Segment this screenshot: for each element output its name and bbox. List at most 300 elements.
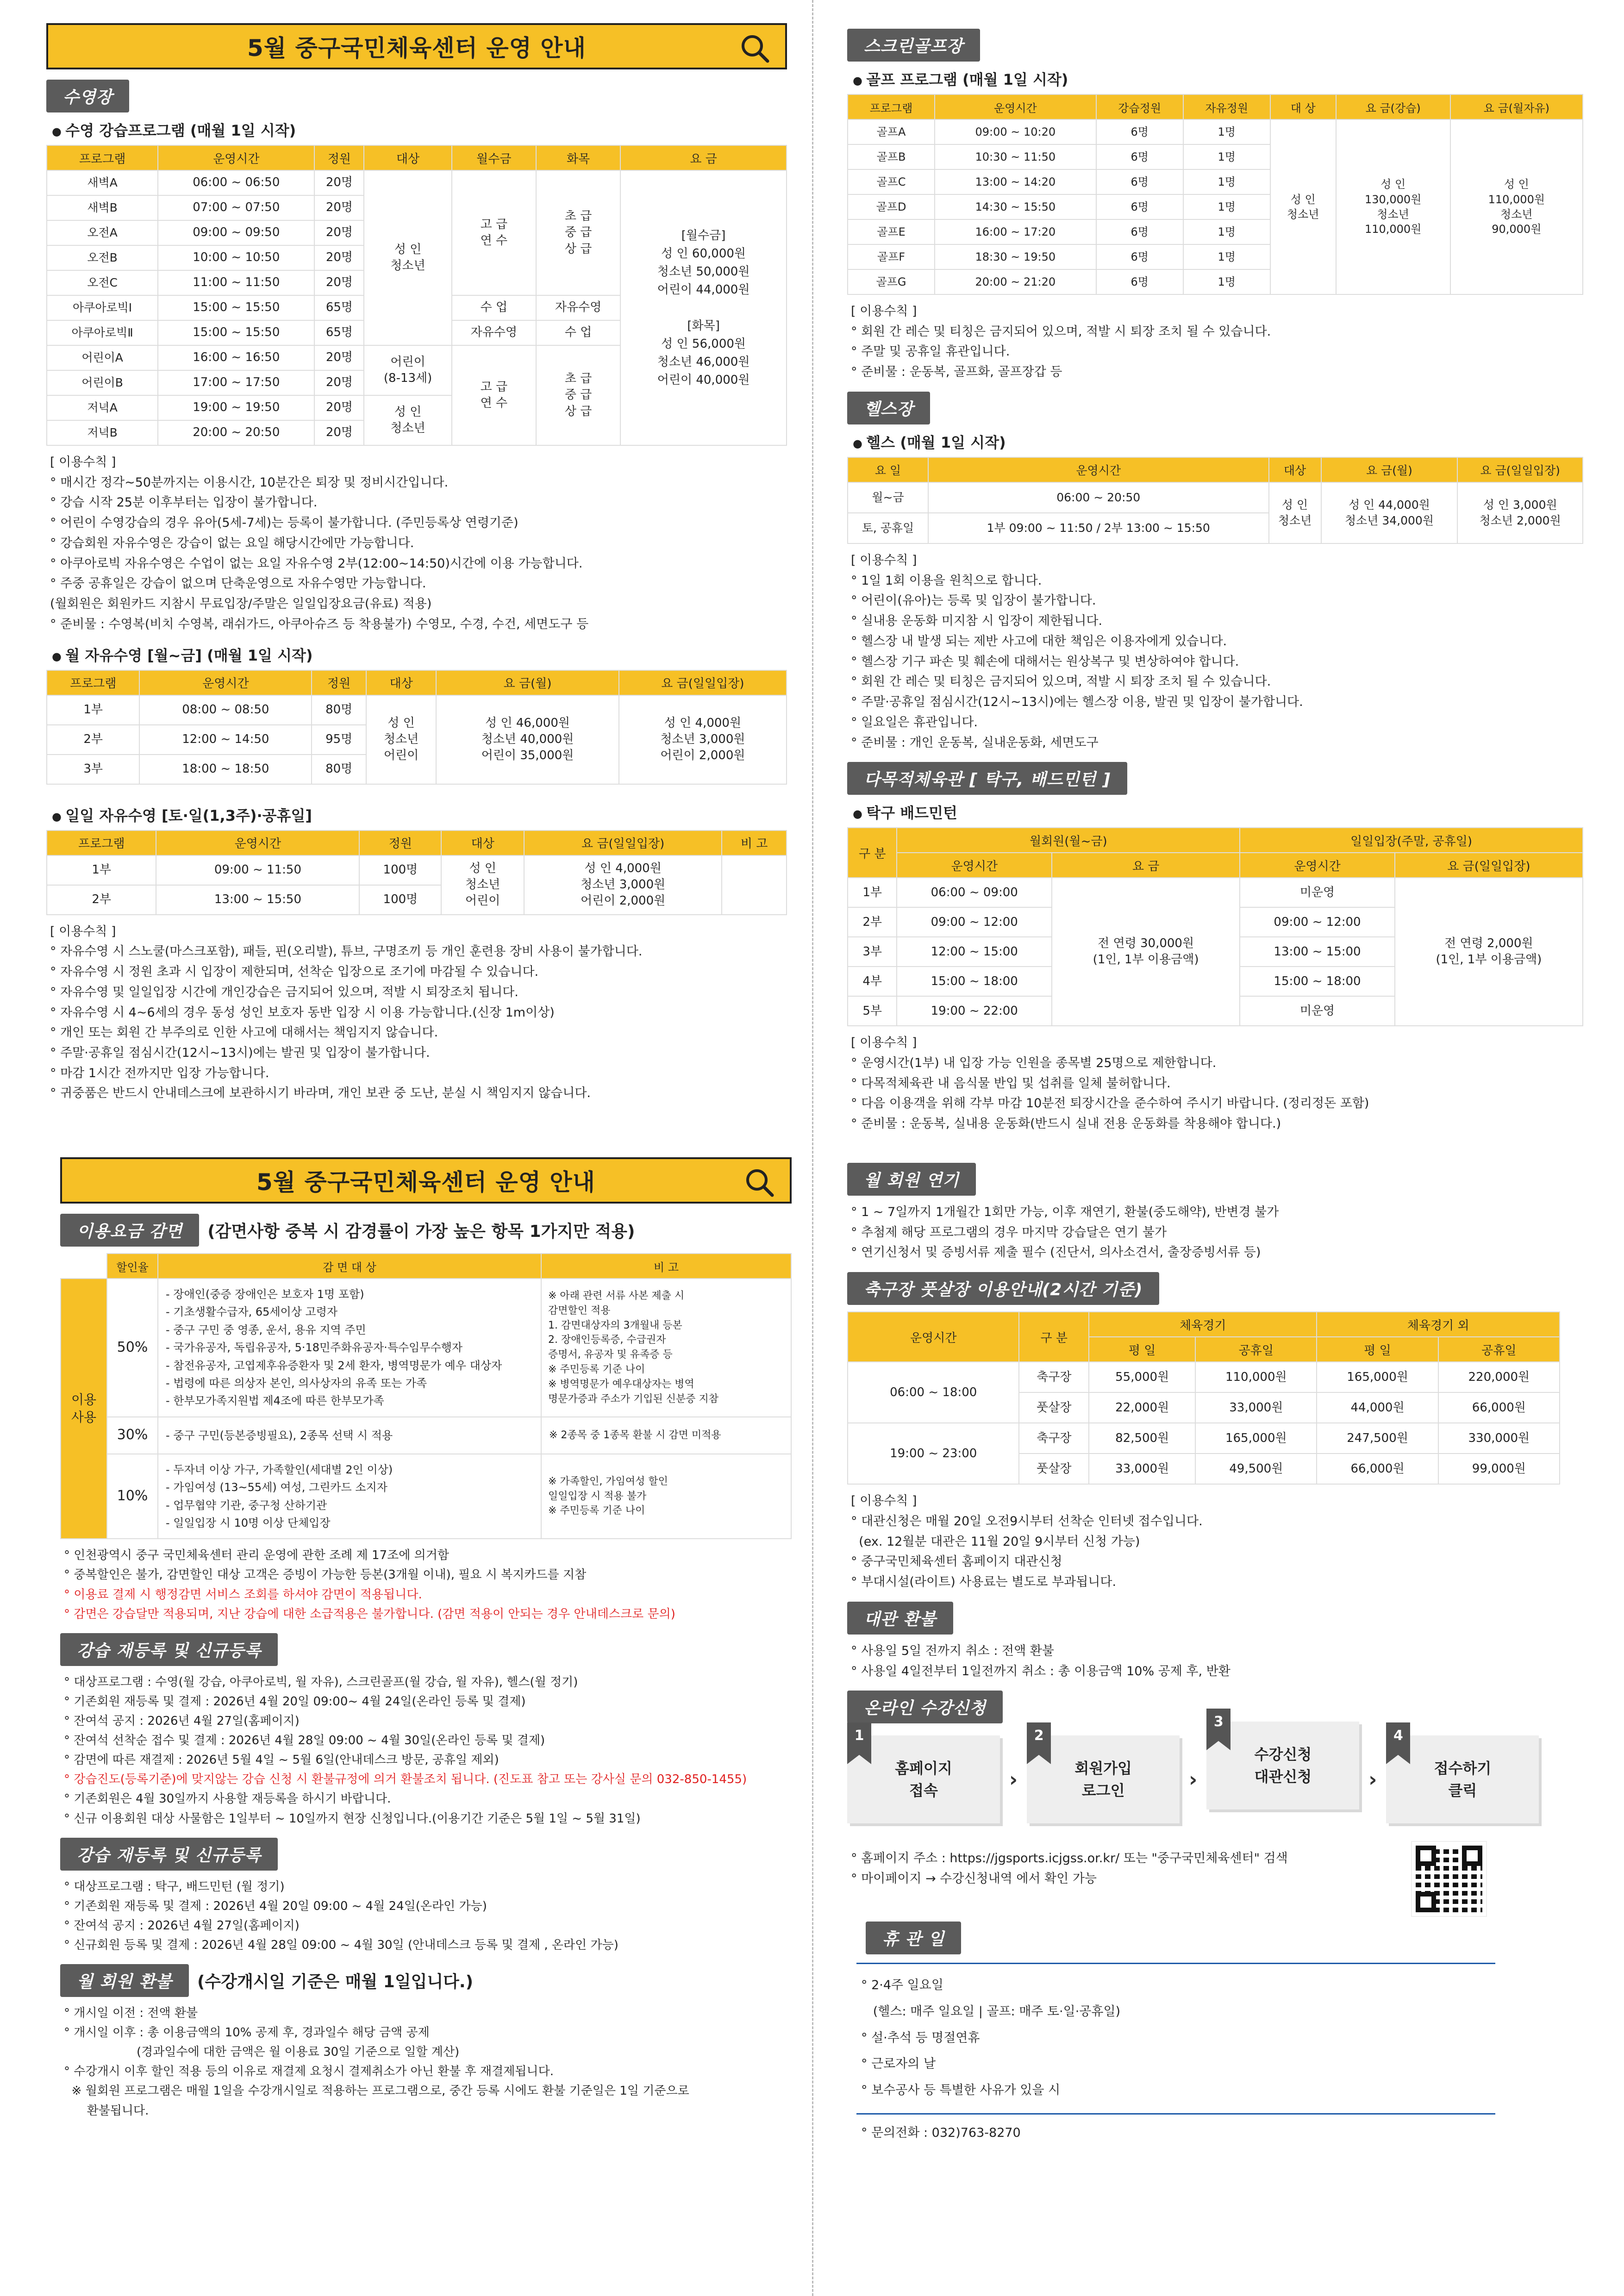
discount-rule-line: ° 감면은 강습달만 적용되며, 지난 강습에 대한 소급적용은 불가합니다. (감면 적용이 안되는 경우 안내데스크로 문의) — [64, 1607, 675, 1621]
golf-header-col: 자유정원 — [1183, 94, 1270, 119]
target-cell: 성 인 청소년 어린이 — [441, 855, 524, 915]
golf-cell: 20:00 ~ 21:20 — [935, 269, 1096, 294]
fee-cell: 전 연령 2,000원 (1인, 1부 이용금액) — [1395, 878, 1583, 1026]
qr-code[interactable] — [1412, 1842, 1486, 1916]
day-cell: 100명 — [359, 885, 441, 915]
reg2-line-line: ° 기존회원 재등록 및 결제 : 2026년 4월 20일 09:00 ~ 4월 24일(온라인 가능) — [64, 1899, 487, 1913]
golf-cell: 골프C — [848, 169, 935, 194]
page-bottom-left — [60, 1157, 792, 2130]
target-10: - 두자녀 이상 가구, 가족할인(세대별 2인 이상) - 가임여성 (13~55세) 여성, 그린카드 소지자 - 업무협약 기관, 중구청 산하기관 - 일일입장 시 10명 이상 단체입장 — [158, 1454, 541, 1539]
golf-cell: 09:00 ~ 10:20 — [935, 119, 1096, 144]
online-line-line: ° 홈페이지 주소 : https://jgsports.icjgss.or.kr/ 또는 "중구국민체육센터" 검색 — [851, 1851, 1288, 1866]
gym-header-col: 운영시간 — [928, 457, 1269, 482]
refund-line-line: ※ 월회원 프로그램은 매월 1일을 수강개시일로 적용하는 프로그램으로, 중간 등록 시에도 환불 기준일은 1일 기준으로 — [64, 2084, 689, 2098]
online-list — [851, 1848, 1288, 1889]
step-label: 수강신청 대관신청 — [1254, 1746, 1312, 1786]
golf-cell: 1명 — [1183, 144, 1270, 169]
swim-table — [46, 145, 787, 446]
program-capacity: 20명 — [314, 220, 364, 245]
soccer-cell: 49,500원 — [1195, 1454, 1317, 1484]
soccer-time: 06:00 ~ 18:00 — [848, 1362, 1019, 1423]
multi-rules — [851, 1033, 1583, 1134]
section-chip-online: 온라인 수강신청 — [847, 1691, 1003, 1723]
page-bottom-right — [847, 1157, 1583, 2152]
multi-subheader: 운영시간 — [1240, 853, 1395, 878]
closed-line-line: (헬스: 매주 일요일 | 골프: 매주 토·일·공휴일) — [861, 2004, 1121, 2019]
rent-line-line: ° 사용일 5일 전까지 취소 : 전액 환불 — [851, 1643, 1054, 1658]
discount-side-label: 이용 사용 — [61, 1279, 107, 1539]
free-swim-rule-line: ° 자유수영 및 일일입장 시간에 개인강습은 금지되어 있으며, 적발 시 퇴장조치 됩니다. — [50, 985, 518, 999]
program-name: 저녁B — [47, 420, 158, 445]
soccer-time: 19:00 ~ 23:00 — [848, 1423, 1019, 1484]
tt-cell: 초 급 중 급 상 급 — [536, 345, 620, 445]
divider-line — [856, 2113, 1495, 2115]
closed-line-line: ° 보수공사 등 특별한 사유가 있을 시 — [861, 2083, 1061, 2098]
chevron-right-icon: › — [1189, 1767, 1198, 1791]
target-cell: 성 인 청소년 어린이 — [366, 695, 436, 784]
day-cell: 1부 — [47, 855, 156, 885]
section-chip-multi: 다목적체육관 [ 탁구, 배드민턴 ] — [847, 762, 1127, 795]
soccer-cell: 66,000원 — [1438, 1392, 1560, 1423]
soccer-cell: 축구장 — [1019, 1362, 1089, 1392]
target-50: - 장애인(중증 장애인은 보호자 1명 포함) - 기초생활수급자, 65세이상 고령자 - 중구 구민 중 영종, 운서, 용유 지역 주민 - 국가유공자, 독립유공자, 5·18민주화유공자·특수임무수행자 - 참전유공자, 고엽제후유증환자 및 2세 환자, 병역명문가 예우 대상자 - 법령에 따른 의상자 본인, 의사상자의 유족 또는 가족 - 한부모가족지원법 제4조에 따른 한부모가족 — [158, 1279, 541, 1417]
golf-header-col: 운영시간 — [935, 94, 1096, 119]
tt-cell: 자유수영 — [536, 295, 620, 320]
closed-line-line: ° 2·4주 일요일 — [861, 1978, 943, 1993]
free-swim-header-col: 운영시간 — [139, 670, 312, 695]
gym-rule-line: ° 준비물 : 개인 운동복, 실내운동화, 세면도구 — [851, 735, 1099, 750]
free-cell: 80명 — [312, 755, 366, 784]
rent-refund-list — [851, 1641, 1583, 1681]
target-cell: 성 인 청소년 — [364, 395, 451, 445]
section-chip-reg2: 강습 재등록 및 신규등록 — [60, 1838, 278, 1871]
swim-rules — [50, 452, 787, 635]
fee-cell: 성 인 44,000원 청소년 34,000원 — [1321, 482, 1458, 543]
multi-subheader: 요 금 — [1052, 853, 1240, 878]
search-icon — [743, 1167, 776, 1199]
free-swim-rule-line: ° 자유수영 시 스노쿨(마스크포함), 패들, 핀(오리발), 튜브, 구명조끼 등 개인 훈련용 장비 사용이 불가합니다. — [50, 944, 643, 959]
multi-header: 일일입장(주말, 공휴일) — [1240, 828, 1583, 853]
note-10: ※ 가족할인, 가임여성 할인 일일입장 시 적용 불가 ※ 주민등록 기준 나이 — [541, 1454, 791, 1539]
day-cell: 100명 — [359, 855, 441, 885]
step-number: 4 — [1386, 1722, 1410, 1755]
online-steps — [847, 1714, 1583, 1823]
soccer-cell: 33,000원 — [1089, 1454, 1195, 1484]
day-swim-header-col: 대상 — [441, 830, 524, 855]
soccer-cell: 22,000원 — [1089, 1392, 1195, 1423]
program-name: 저녁A — [47, 395, 158, 420]
search-icon — [739, 32, 771, 65]
step-label: 접수하기 클릭 — [1434, 1759, 1492, 1800]
program-name: 아쿠아로빅Ⅰ — [47, 295, 158, 320]
free-swim-rule-line: ° 주말·공휴일 점심시간(12시~13시)에는 발권 및 입장이 불가합니다. — [50, 1046, 430, 1061]
program-name: 오전C — [47, 270, 158, 295]
soccer-cell: 풋살장 — [1019, 1392, 1089, 1423]
day-swim-header-col: 정원 — [359, 830, 441, 855]
title-bar — [46, 23, 787, 69]
page-divider — [812, 0, 814, 2296]
golf-cell: 골프D — [848, 194, 935, 219]
program-name: 새벽B — [47, 195, 158, 220]
table-row — [47, 695, 787, 725]
program-capacity: 20명 — [314, 420, 364, 445]
multi-header: 구 분 — [848, 828, 897, 878]
soccer-cell: 33,000원 — [1195, 1392, 1317, 1423]
soccer-cell: 풋살장 — [1019, 1454, 1089, 1484]
program-capacity: 20명 — [314, 395, 364, 420]
refund-list — [64, 2003, 792, 2121]
closed-line-line: ° 근로자의 날 — [861, 2057, 936, 2071]
page-title-2: 5월 중구국민체육센터 운영 안내 — [256, 1169, 595, 1196]
reg1-line-line: ° 잔여석 선착순 접수 및 결제 : 2026년 4월 28일 09:00 ~ 4월 30일(온라인 등록 및 결제) — [64, 1734, 545, 1748]
table-row — [848, 119, 1583, 144]
free-swim-header-col: 요 금(월) — [436, 670, 619, 695]
soccer-subheader: 평 일 — [1317, 1337, 1438, 1362]
step-number: 1 — [847, 1722, 871, 1755]
soccer-cell: 165,000원 — [1317, 1362, 1438, 1392]
soccer-subheader: 공휴일 — [1438, 1337, 1560, 1362]
free-swim-rule-line: ° 자유수영 시 4~6세의 경우 동성 성인 보호자 동반 입장 시 이용 가능합니다.(신장 1m이상) — [50, 1005, 555, 1020]
free-cell: 18:00 ~ 18:50 — [139, 755, 312, 784]
swim-rule-line: [ 이용수칙 ] — [50, 455, 116, 469]
program-time: 16:00 ~ 16:50 — [158, 345, 314, 370]
golf-cell: 1명 — [1183, 169, 1270, 194]
golf-rules — [851, 301, 1583, 382]
table-row — [848, 878, 1583, 907]
online-line-line: ° 마이페이지 → 수강신청내역 에서 확인 가능 — [851, 1872, 1097, 1886]
free-swim-header-col: 대상 — [366, 670, 436, 695]
rate-50: 50% — [107, 1279, 158, 1417]
golf-cell: 13:00 ~ 14:20 — [935, 169, 1096, 194]
refund-line-line: ° 수강개시 이후 할인 적용 등의 이유로 재결제 요청시 결제취소가 아닌 환불 후 재결제됩니다. — [64, 2065, 554, 2079]
reg1-line-line: ° 기존회원은 4월 30일까지 사용할 재등록을 하시기 바랍니다. — [64, 1792, 391, 1806]
extension-line-line: ° 1 ~ 7일까지 1개월간 1회만 가능, 이후 재연기, 환불(중도해약), 반변경 불가 — [851, 1205, 1279, 1219]
golf-cell: 10:30 ~ 11:50 — [935, 144, 1096, 169]
free-swim-header-col: 프로그램 — [47, 670, 139, 695]
discount-rules — [64, 1546, 792, 1623]
gym-header-col: 요 금(일일입장) — [1457, 457, 1583, 482]
page-top-right — [847, 23, 1583, 1143]
swim-program-heading: ● 수영 강습프로그램 (매월 1일 시작) — [52, 119, 787, 140]
multi-subheader: 운영시간 — [897, 853, 1052, 878]
table-row — [848, 482, 1583, 513]
note-50: ※ 아래 관련 서류 사본 제출 시 감면할인 적용 1. 감면대상자의 3개월내 등본 2. 장애인등록증, 수급권자 증명서, 유공자 및 유족증 등 ※ 주민등록 기준 나이 ※ 병역명문가 예우대상자는 병역 명문가증과 주소가 기입된 신분증 지참 — [541, 1279, 791, 1417]
day-cell: 09:00 ~ 11:50 — [156, 855, 359, 885]
program-time: 11:00 ~ 11:50 — [158, 270, 314, 295]
program-time: 07:00 ~ 07:50 — [158, 195, 314, 220]
golf-cell: 1명 — [1183, 119, 1270, 144]
day-swim-header-col: 운영시간 — [156, 830, 359, 855]
reg1-line-line: ° 신규 이용회원 대상 사물함은 1일부터 ~ 10일까지 현장 신청입니다.(이용기간 기준은 5월 1일 ~ 5월 31일) — [64, 1811, 641, 1826]
soccer-rules — [851, 1491, 1583, 1592]
program-capacity: 65명 — [314, 320, 364, 345]
fee-cell: [월수금] 성 인 60,000원 청소년 50,000원 어린이 44,000원 [화목] 성 인 56,000원 청소년 46,000원 어린이 40,000원 — [620, 170, 787, 445]
section-chip-gym: 헬스장 — [847, 392, 930, 424]
step-number: 2 — [1027, 1722, 1051, 1755]
fee-cell: 성 인 46,000원 청소년 40,000원 어린이 35,000원 — [436, 695, 619, 784]
multi-part: 4부 — [848, 967, 897, 996]
reg1-list — [64, 1672, 792, 1828]
free-cell: 80명 — [312, 695, 366, 725]
swim-table-header-col: 월수금 — [452, 145, 536, 170]
gym-table — [847, 457, 1583, 544]
contact-phone: ° 문의전화 : 032)763-8270 — [861, 2125, 1021, 2140]
reg1-line-line: ° 기존회원 재등록 및 결제 : 2026년 4월 20일 09:00~ 4월 24일(온라인 등록 및 결제) — [64, 1694, 526, 1709]
refund-line-line: (경과일수에 대한 금액은 월 이용료 30일 기준으로 일할 계산) — [64, 2045, 460, 2059]
multi-time: 15:00 ~ 18:00 — [897, 967, 1052, 996]
gym-heading: ● 헬스 (매월 1일 시작) — [853, 431, 1583, 452]
soccer-subheader: 평 일 — [1089, 1337, 1195, 1362]
day-swim-header-col: 요 금(일일입장) — [524, 830, 722, 855]
multi-time: 19:00 ~ 22:00 — [897, 996, 1052, 1026]
multi-rule-line: ° 다음 이용객을 위해 각부 마감 10분전 퇴장시간을 준수하여 주시기 바랍니다. (정리정돈 포함) — [851, 1096, 1369, 1111]
table-row — [848, 1362, 1560, 1392]
reg1-line-line: ° 대상프로그램 : 수영(월 강습, 아쿠아로빅, 월 자유), 스크린골프(월 강습, 월 자유), 헬스(월 정기) — [64, 1675, 578, 1689]
program-capacity: 20명 — [314, 370, 364, 395]
section-chip-swim: 수영장 — [46, 80, 129, 112]
golf-header-col: 요 금(월자유) — [1450, 94, 1583, 119]
swim-rule-line: ° 주중 공휴일은 강습이 없으며 단축운영으로 자유수영만 가능합니다. — [50, 576, 426, 591]
free-swim-heading: ● 월 자유수영 [월~금] (매월 1일 시작) — [52, 644, 787, 665]
soccer-header: 체육경기 외 — [1317, 1312, 1560, 1337]
note-30: ※ 2종목 중 1종목 환불 시 감면 미적용 — [541, 1417, 791, 1454]
soccer-cell: 44,000원 — [1317, 1392, 1438, 1423]
program-time: 20:00 ~ 20:50 — [158, 420, 314, 445]
title-bar-2 — [60, 1157, 792, 1204]
section-chip-closed: 휴 관 일 — [866, 1922, 961, 1954]
gym-cell: 월~금 — [848, 482, 928, 513]
multi-rule-line: ° 운영시간(1부) 내 입장 가능 인원을 종목별 25명으로 제한합니다. — [851, 1056, 1217, 1071]
swim-rule-line: ° 아쿠아로빅 자유수영은 수업이 없는 요일 자유수영 2부(12:00~14:50)시간에 이용 가능합니다. — [50, 556, 583, 571]
discount-rule-line: ° 중복할인은 불가, 감면할인 대상 고객은 증빙이 가능한 등본(3개월 이내), 필요 시 복지카드를 지참 — [64, 1568, 587, 1582]
table-row — [848, 1423, 1560, 1454]
golf-header-col: 프로그램 — [848, 94, 935, 119]
multi-part: 3부 — [848, 937, 897, 967]
page-top-left — [46, 23, 787, 1113]
soccer-rule-line: [ 이용수칙 ] — [851, 1494, 917, 1509]
reg2-list — [64, 1877, 792, 1955]
reg2-line-line: ° 신규회원 등록 및 결제 : 2026년 4월 28일 09:00 ~ 4월 30일 (안내데스크 등록 및 결제 , 온라인 가능) — [64, 1938, 618, 1952]
golf-cell: 6명 — [1096, 119, 1183, 144]
free-swim-table — [46, 670, 787, 785]
free-cell: 08:00 ~ 08:50 — [139, 695, 312, 725]
golf-cell: 골프B — [848, 144, 935, 169]
gym-header-col: 요 일 — [848, 457, 928, 482]
free-swim-rule-line: ° 마감 1시간 전까지만 입장 가능합니다. — [50, 1066, 269, 1080]
chevron-right-icon: › — [1009, 1767, 1018, 1791]
day-swim-header-col: 비 고 — [722, 830, 787, 855]
gym-rule-line: ° 헬스장 기구 파손 및 훼손에 대해서는 원상복구 및 변상하여야 합니다. — [851, 654, 1239, 669]
program-name: 오전B — [47, 245, 158, 270]
gym-rule-line: ° 주말·공휴일 점심시간(12시~13시)에는 헬스장 이용, 발권 및 입장이 불가합니다. — [851, 695, 1303, 710]
col-note: 비 고 — [541, 1254, 791, 1279]
remark-cell — [722, 855, 787, 915]
day-swim-table — [46, 830, 787, 915]
program-name: 아쿠아로빅Ⅱ — [47, 320, 158, 345]
program-time: 17:00 ~ 17:50 — [158, 370, 314, 395]
gym-rule-line: [ 이용수칙 ] — [851, 553, 917, 568]
soccer-cell: 247,500원 — [1317, 1423, 1438, 1454]
free-cell: 3부 — [47, 755, 139, 784]
golf-cell: 16:00 ~ 17:20 — [935, 219, 1096, 244]
section-chip-extension: 월 회원 연기 — [847, 1163, 976, 1196]
multi-day-time: 미운영 — [1240, 996, 1395, 1026]
multi-part: 5부 — [848, 996, 897, 1026]
fee-cell: 성 인 130,000원 청소년 110,000원 — [1336, 119, 1450, 294]
soccer-cell: 55,000원 — [1089, 1362, 1195, 1392]
golf-heading: ● 골프 프로그램 (매월 1일 시작) — [853, 68, 1583, 89]
col-rate: 할인율 — [107, 1254, 158, 1279]
soccer-subheader: 공휴일 — [1195, 1337, 1317, 1362]
multi-day-time: 15:00 ~ 18:00 — [1240, 967, 1395, 996]
free-swim-rule-line: ° 자유수영 시 정원 초과 시 입장이 제한되며, 선착순 입장으로 조기에 마감될 수 있습니다. — [50, 965, 539, 980]
free-swim-header-col: 정원 — [312, 670, 366, 695]
page-title: 5월 중구국민체육센터 운영 안내 — [247, 35, 586, 62]
swim-rule-line: ° 강습회원 자유수영은 강습이 없는 요일 해당시간에만 가능합니다. — [50, 536, 414, 550]
divider-line — [856, 1963, 1495, 1964]
section-chip-refund: 월 회원 환불 — [60, 1964, 189, 1997]
golf-cell: 1명 — [1183, 244, 1270, 269]
multi-rule-line: ° 준비물 : 운동복, 실내용 운동화(반드시 실내 전용 운동화를 착용해야 합니다.) — [851, 1117, 1281, 1131]
golf-cell: 골프F — [848, 244, 935, 269]
multi-time: 06:00 ~ 09:00 — [897, 878, 1052, 907]
col-target: 감 면 대 상 — [158, 1254, 541, 1279]
discount-table — [60, 1253, 792, 1539]
swim-table-header-col: 대상 — [364, 145, 451, 170]
gym-cell: 토, 공휴일 — [848, 513, 928, 543]
soccer-cell: 82,500원 — [1089, 1423, 1195, 1454]
step-label: 홈페이지 접속 — [895, 1759, 952, 1800]
refund-line-line: 환불됩니다. — [64, 2103, 149, 2118]
swim-rule-line: ° 어린이 수영강습의 경우 유아(5세-7세)는 등록이 불가합니다. (주민등록상 연령기준) — [50, 516, 518, 530]
refund-note: (수강개시일 기준은 매월 1일입니다.) — [197, 1972, 474, 1992]
table-row — [47, 855, 787, 885]
gym-rule-line: ° 실내용 운동화 미지참 시 입장이 제한됩니다. — [851, 614, 1103, 629]
multi-time: 12:00 ~ 15:00 — [897, 937, 1052, 967]
day-cell: 2부 — [47, 885, 156, 915]
tt-cell: 수 업 — [536, 320, 620, 345]
target-cell: 성 인 청소년 — [364, 170, 451, 345]
day-cell: 13:00 ~ 15:50 — [156, 885, 359, 915]
golf-cell: 6명 — [1096, 219, 1183, 244]
golf-rule-line: ° 주말 및 공휴일 휴관입니다. — [851, 344, 1010, 359]
soccer-cell: 99,000원 — [1438, 1454, 1560, 1484]
soccer-rule-line: ° 중구국민체육센터 홈페이지 대관신청 — [851, 1554, 1062, 1569]
free-cell: 95명 — [312, 725, 366, 755]
golf-cell: 골프G — [848, 269, 935, 294]
multi-subheader: 요 금(일일입장) — [1395, 853, 1583, 878]
mwf-cell: 고 급 연 수 — [452, 345, 536, 445]
soccer-table — [847, 1311, 1560, 1485]
golf-cell: 6명 — [1096, 269, 1183, 294]
golf-cell: 골프E — [848, 219, 935, 244]
program-capacity: 20명 — [314, 245, 364, 270]
reg2-line-line: ° 대상프로그램 : 탁구, 배드민턴 (월 정기) — [64, 1879, 285, 1894]
swim-rule-line: ° 강습 시작 25분 이후부터는 입장이 불가합니다. — [50, 495, 318, 510]
day-fee-cell: 성 인 4,000원 청소년 3,000원 어린이 2,000원 — [619, 695, 787, 784]
soccer-rule-line: ° 대관신청은 매월 20일 오전9시부터 선착순 인터넷 접수입니다. — [851, 1514, 1203, 1529]
day-fee-cell: 성 인 3,000원 청소년 2,000원 — [1457, 482, 1583, 543]
swim-table-header-col: 요 금 — [620, 145, 787, 170]
table-row — [47, 170, 787, 195]
gym-cell: 06:00 ~ 20:50 — [928, 482, 1269, 513]
program-time: 15:00 ~ 15:50 — [158, 320, 314, 345]
target-cell: 성 인 청소년 — [1270, 119, 1336, 294]
program-time: 06:00 ~ 06:50 — [158, 170, 314, 195]
tt-cell: 초 급 중 급 상 급 — [536, 170, 620, 295]
fee-cell: 성 인 110,000원 청소년 90,000원 — [1450, 119, 1583, 294]
program-name: 새벽A — [47, 170, 158, 195]
gym-rule-line: ° 헬스장 내 발생 되는 제반 사고에 대한 책임은 이용자에게 있습니다. — [851, 634, 1227, 649]
day-swim-header-col: 프로그램 — [47, 830, 156, 855]
multi-day-time: 09:00 ~ 12:00 — [1240, 907, 1395, 937]
rent-line-line: ° 사용일 4일전부터 1일전까지 취소 : 총 이용금액 10% 공제 후, 반환 — [851, 1664, 1230, 1678]
gym-rule-line: ° 1일 1회 이용을 원칙으로 합니다. — [851, 573, 1042, 588]
gym-header-col: 요 금(월) — [1321, 457, 1458, 482]
golf-header-col: 요 금(강습) — [1336, 94, 1450, 119]
reg1-line-line: ° 잔여석 공지 : 2026년 4월 27일(홈페이지) — [64, 1714, 300, 1728]
gym-rule-line: ° 회원 간 레슨 및 티칭은 금지되어 있으며, 적발 시 퇴장 조치 될 수 있습니다. — [851, 674, 1271, 689]
free-swim-rule-line: [ 이용수칙 ] — [50, 924, 116, 939]
golf-rule-line: [ 이용수칙 ] — [851, 304, 917, 318]
soccer-header: 구 분 — [1019, 1312, 1089, 1362]
golf-cell: 골프A — [848, 119, 935, 144]
free-cell: 2부 — [47, 725, 139, 755]
golf-cell: 6명 — [1096, 169, 1183, 194]
golf-cell: 1명 — [1183, 269, 1270, 294]
soccer-header: 운영시간 — [848, 1312, 1019, 1362]
swim-table-header-col: 운영시간 — [158, 145, 314, 170]
section-chip-golf: 스크린골프장 — [847, 29, 980, 62]
program-name: 어린이A — [47, 345, 158, 370]
soccer-header: 체육경기 — [1089, 1312, 1317, 1337]
free-swim-rule-line: ° 귀중품은 반드시 안내데스크에 보관하시기 바라며, 개인 보관 중 도난, 분실 시 책임지지 않습니다. — [50, 1086, 591, 1101]
free-swim-rules — [50, 922, 787, 1104]
multi-time: 09:00 ~ 12:00 — [897, 907, 1052, 937]
program-time: 10:00 ~ 10:50 — [158, 245, 314, 270]
mwf-cell: 자유수영 — [452, 320, 536, 345]
online-step — [1206, 1714, 1359, 1809]
golf-cell: 1명 — [1183, 219, 1270, 244]
reg2-line-line: ° 잔여석 공지 : 2026년 4월 27일(홈페이지) — [64, 1918, 300, 1933]
rate-30: 30% — [107, 1417, 158, 1454]
multi-rule-line: [ 이용수칙 ] — [851, 1036, 917, 1050]
gym-rule-line: ° 어린이(유아)는 등록 및 입장이 불가합니다. — [851, 593, 1096, 608]
gym-rules — [851, 550, 1583, 753]
program-time: 09:00 ~ 09:50 — [158, 220, 314, 245]
swim-rule-line: ° 매시간 정각~50분까지는 이용시간, 10분간은 퇴장 및 정비시간입니다. — [50, 475, 449, 490]
extension-line-line: ° 연기신청서 및 증빙서류 제출 필수 (진단서, 의사소견서, 출장증빙서류 등) — [851, 1245, 1261, 1260]
multi-table — [847, 827, 1583, 1026]
program-capacity: 20명 — [314, 195, 364, 220]
online-step — [1386, 1728, 1539, 1823]
soccer-cell: 축구장 — [1019, 1423, 1089, 1454]
free-swim-rule-line: ° 개인 또는 회원 간 부주의로 인한 사고에 대해서는 책임지지 않습니다. — [50, 1025, 438, 1040]
free-swim-header-col: 요 금(일일입장) — [619, 670, 787, 695]
reg1-line-line: ° 감면에 따른 재결제 : 2026년 5월 4일 ~ 5월 6일(안내데스크 방문, 공휴일 제외) — [64, 1753, 499, 1767]
extension-list — [851, 1202, 1583, 1263]
swim-rule-line: ° 준비물 : 수영복(비치 수영복, 래쉬가드, 아쿠아슈즈 등 착용불가) 수영모, 수경, 수건, 세면도구 등 — [50, 617, 589, 631]
multi-header: 월회원(월~금) — [897, 828, 1240, 853]
target-30: - 중구 구민(등본증빙필요), 2종목 선택 시 적용 — [158, 1417, 541, 1454]
discount-rule-line: ° 이용료 결제 시 행정감면 서비스 조회를 하셔야 감면이 적용됩니다. — [64, 1587, 422, 1602]
fee-cell: 전 연령 30,000원 (1인, 1부 이용금액) — [1052, 878, 1240, 1026]
soccer-cell: 66,000원 — [1317, 1454, 1438, 1484]
online-step — [847, 1728, 1000, 1823]
multi-part: 2부 — [848, 907, 897, 937]
refund-line-line: ° 개시일 이후 : 총 이용금액의 10% 공제 후, 경과일수 해당 금액 공제 — [64, 2026, 430, 2040]
soccer-cell: 220,000원 — [1438, 1362, 1560, 1392]
